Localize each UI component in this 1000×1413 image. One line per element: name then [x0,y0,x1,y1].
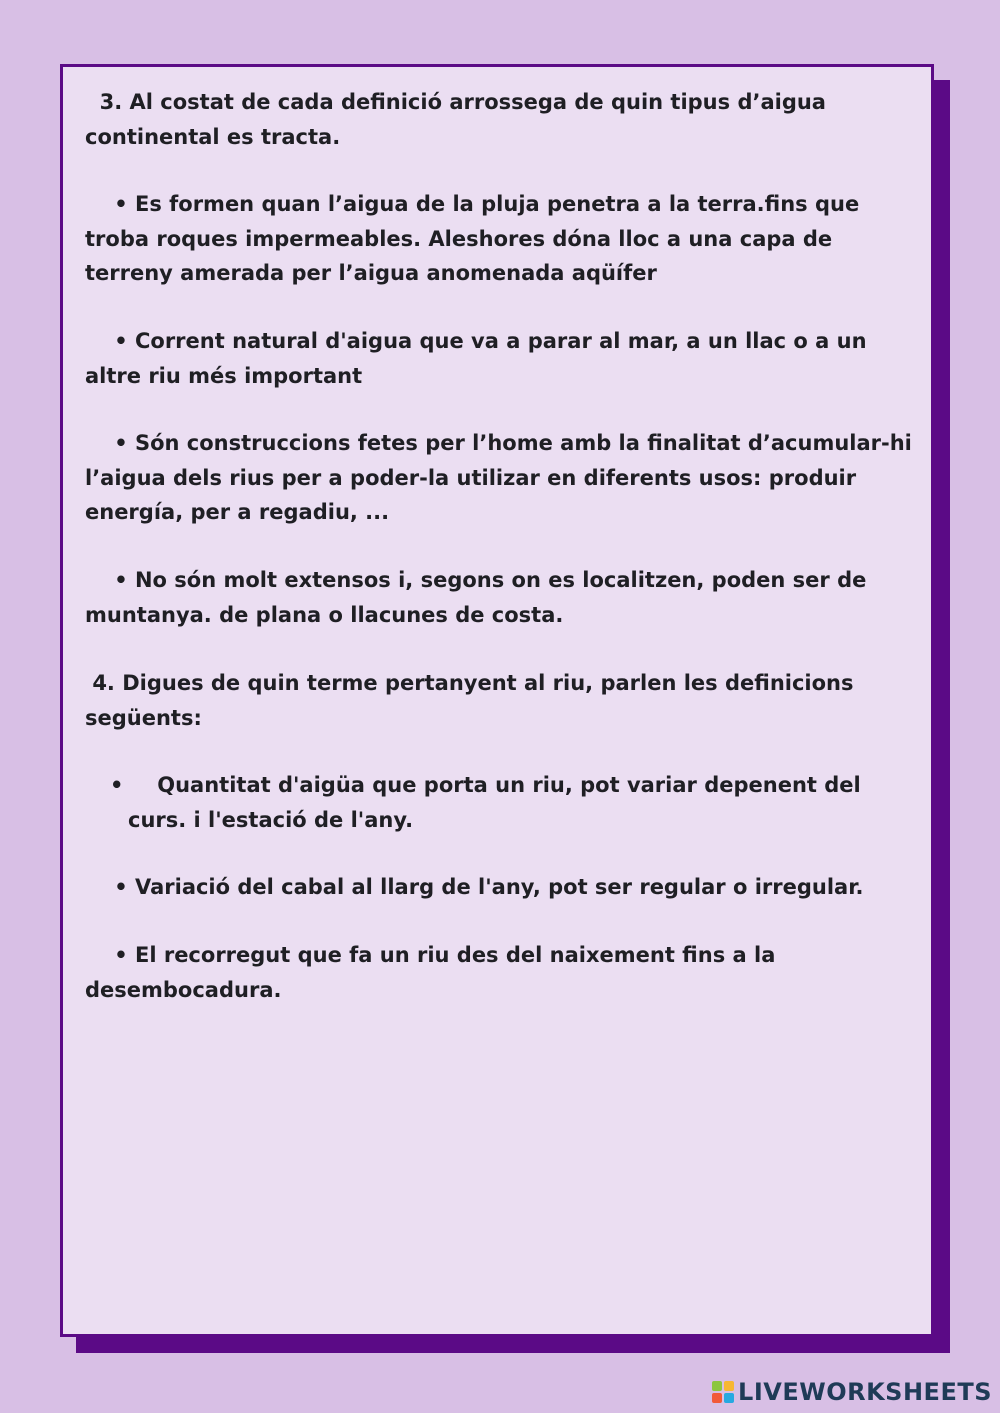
liveworksheets-logo [712,1377,992,1407]
exercise-3-definition-1: • Es formen quan l’aigua de la pluja penetra a la terra.fins que troba roques impermeables. Aleshores dóna lloc a una capa de terreny amerada per l’aigua anomenada aqüífer [85,192,867,285]
liveworksheets-logo-icon [712,1381,734,1403]
logo-wordmark: LIVEWORKSHEETS [738,1378,992,1406]
list-item-text: Quantitat d'aigüa que porta un riu, pot variar depenent del curs. i l'estació de l'any. [128,773,869,832]
list-bullet: • [110,773,124,797]
exercise-3-definition-3: • Són construccions fetes per l’home amb la finalitat d’acumular-hi l’aigua dels rius per a poder-la utilizar en diferents usos: produir energía, per a regadiu, ... [85,431,920,524]
exercise-3-definition-4: • No són molt extensos i, segons on es localitzen, poden ser de muntanya. de plana o llacunes de costa. [85,568,874,627]
exercise-4-definition-1 [85,768,885,837]
exercise-3-heading: 3. Al costat de cada definició arrossega de quin tipus d’aigua continental es tracta. [85,90,834,149]
exercise-4-heading: 4. Digues de quin terme pertanyent al riu, parlen les definicions següents: [85,671,861,730]
exercise-4-definition-2: • Variació del cabal al llarg de l'any, pot ser regular o irregular. [85,875,864,899]
exercise-4-definition-3: • El recorregut que fa un riu des del naixement fins a la desembocadura. [85,943,783,1002]
exercise-3-definition-2: • Corrent natural d'aigua que va a parar al mar, a un llac o a un altre riu més important [85,329,874,388]
